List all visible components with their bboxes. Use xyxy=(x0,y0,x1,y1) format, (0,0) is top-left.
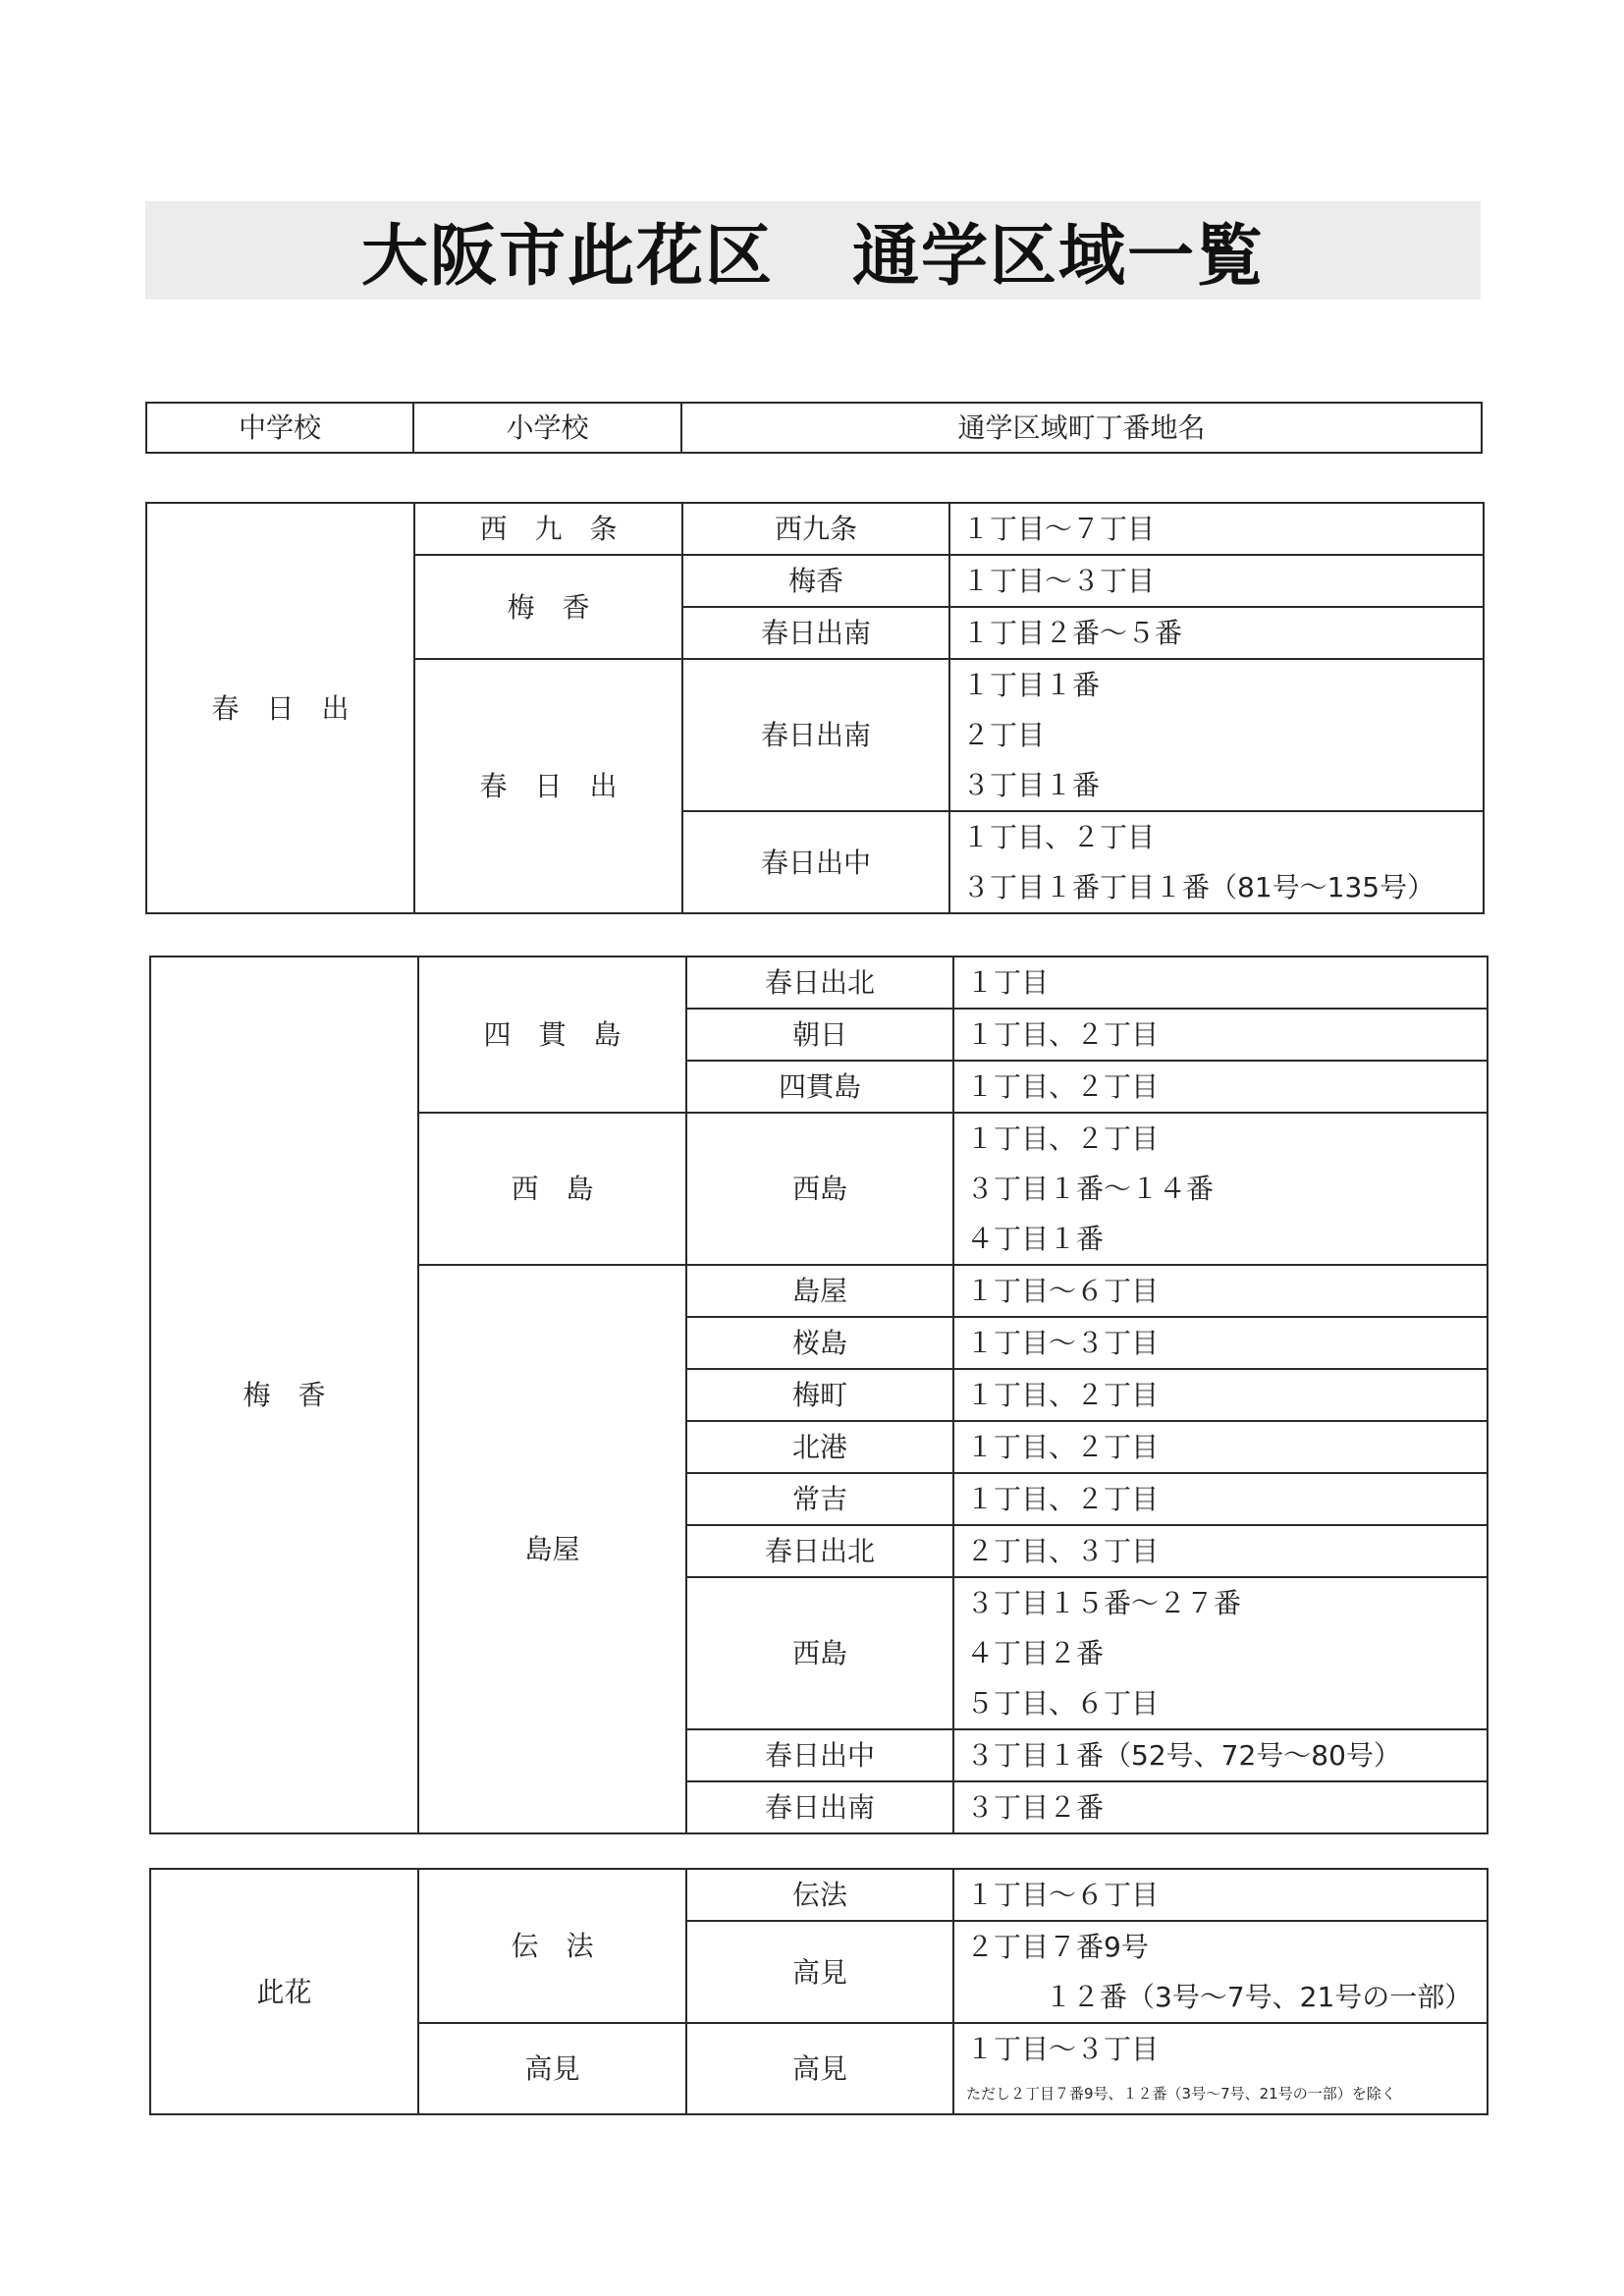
town-cell: 高見 xyxy=(686,2023,953,2114)
elementary-school-cell: 西 島 xyxy=(418,1113,686,1265)
elementary-school-cell: 島屋 xyxy=(418,1265,686,1833)
town-cell: 梅香 xyxy=(682,555,949,607)
column-header-table xyxy=(145,402,1483,454)
address-cell: １丁目、２丁目 xyxy=(953,1421,1488,1473)
address-cell: １丁目 xyxy=(953,957,1488,1009)
header-elementary-school: 小学校 xyxy=(413,403,681,453)
page-title xyxy=(145,201,1481,300)
town-cell: 四貫島 xyxy=(686,1061,953,1113)
address-cell: １丁目、２丁目 xyxy=(953,1369,1488,1421)
town-cell: 春日出中 xyxy=(682,811,949,913)
address-cell: １丁目～３丁目 xyxy=(953,1317,1488,1369)
address-cell: １丁目、２丁目 ３丁目１番～１４番 ４丁目１番 xyxy=(953,1113,1488,1265)
town-cell: 西島 xyxy=(686,1113,953,1265)
town-cell: 西島 xyxy=(686,1577,953,1729)
address-cell: １丁目～３丁目 ただし２丁目７番9号、１２番（3号～7号、21号の一部）を除く xyxy=(953,2023,1488,2114)
address-cell: １丁目～６丁目 xyxy=(953,1265,1488,1317)
address-cell: ２丁目、３丁目 xyxy=(953,1525,1488,1577)
elementary-school-cell: 梅 香 xyxy=(414,555,682,659)
title-ward: 大阪市此花区 xyxy=(360,217,774,296)
table-row xyxy=(146,503,1484,555)
address-cell: １丁目～３丁目 xyxy=(949,555,1484,607)
elementary-school-cell: 西 九 条 xyxy=(414,503,682,555)
address-cell: １丁目、２丁目 ３丁目１番丁目１番（81号～135号） xyxy=(949,811,1484,913)
town-cell: 春日出中 xyxy=(686,1729,953,1781)
section-kasugade xyxy=(145,502,1485,914)
address-cell: ３丁目２番 xyxy=(953,1781,1488,1833)
town-cell: 常吉 xyxy=(686,1473,953,1525)
address-cell: １丁目、２丁目 xyxy=(953,1473,1488,1525)
middle-school-cell: 此花 xyxy=(150,1869,418,2114)
town-cell: 島屋 xyxy=(686,1265,953,1317)
section-konohana xyxy=(149,1868,1489,2115)
header-middle-school: 中学校 xyxy=(146,403,413,453)
town-cell: 朝日 xyxy=(686,1009,953,1061)
table-row xyxy=(150,1869,1488,1921)
header-row xyxy=(146,403,1482,453)
address-cell: ２丁目７番9号 １２番（3号～7号、21号の一部） xyxy=(953,1921,1488,2023)
town-cell: 西九条 xyxy=(682,503,949,555)
section-baika xyxy=(149,956,1489,1834)
address-cell: １丁目１番 ２丁目 ３丁目１番 xyxy=(949,659,1484,811)
elementary-school-cell: 高見 xyxy=(418,2023,686,2114)
elementary-school-cell: 春 日 出 xyxy=(414,659,682,913)
town-cell: 春日出南 xyxy=(682,607,949,659)
address-cell: ３丁目１５番～２７番 ４丁目２番 ５丁目、６丁目 xyxy=(953,1577,1488,1729)
town-cell: 春日出北 xyxy=(686,1525,953,1577)
address-cell: １丁目～７丁目 xyxy=(949,503,1484,555)
address-cell: １丁目、２丁目 xyxy=(953,1009,1488,1061)
town-cell: 伝法 xyxy=(686,1869,953,1921)
header-district: 通学区域町丁番地名 xyxy=(681,403,1482,453)
middle-school-cell: 梅 香 xyxy=(150,957,418,1833)
address-cell: １丁目２番～５番 xyxy=(949,607,1484,659)
town-cell: 春日出北 xyxy=(686,957,953,1009)
exception-note: ただし２丁目７番9号、１２番（3号～7号、21号の一部）を除く xyxy=(966,2085,1396,2103)
town-cell: 高見 xyxy=(686,1921,953,2023)
address-cell: １丁目～６丁目 xyxy=(953,1869,1488,1921)
town-cell: 北港 xyxy=(686,1421,953,1473)
town-cell: 桜島 xyxy=(686,1317,953,1369)
address-cell: ３丁目１番（52号、72号～80号） xyxy=(953,1729,1488,1781)
town-cell: 春日出南 xyxy=(682,659,949,811)
town-cell: 春日出南 xyxy=(686,1781,953,1833)
elementary-school-cell: 四 貫 島 xyxy=(418,957,686,1113)
address-cell: １丁目、２丁目 xyxy=(953,1061,1488,1113)
table-row xyxy=(150,957,1488,1009)
title-subject: 通学区域一覧 xyxy=(852,217,1266,296)
town-cell: 梅町 xyxy=(686,1369,953,1421)
elementary-school-cell: 伝 法 xyxy=(418,1869,686,2023)
middle-school-cell: 春 日 出 xyxy=(146,503,414,913)
